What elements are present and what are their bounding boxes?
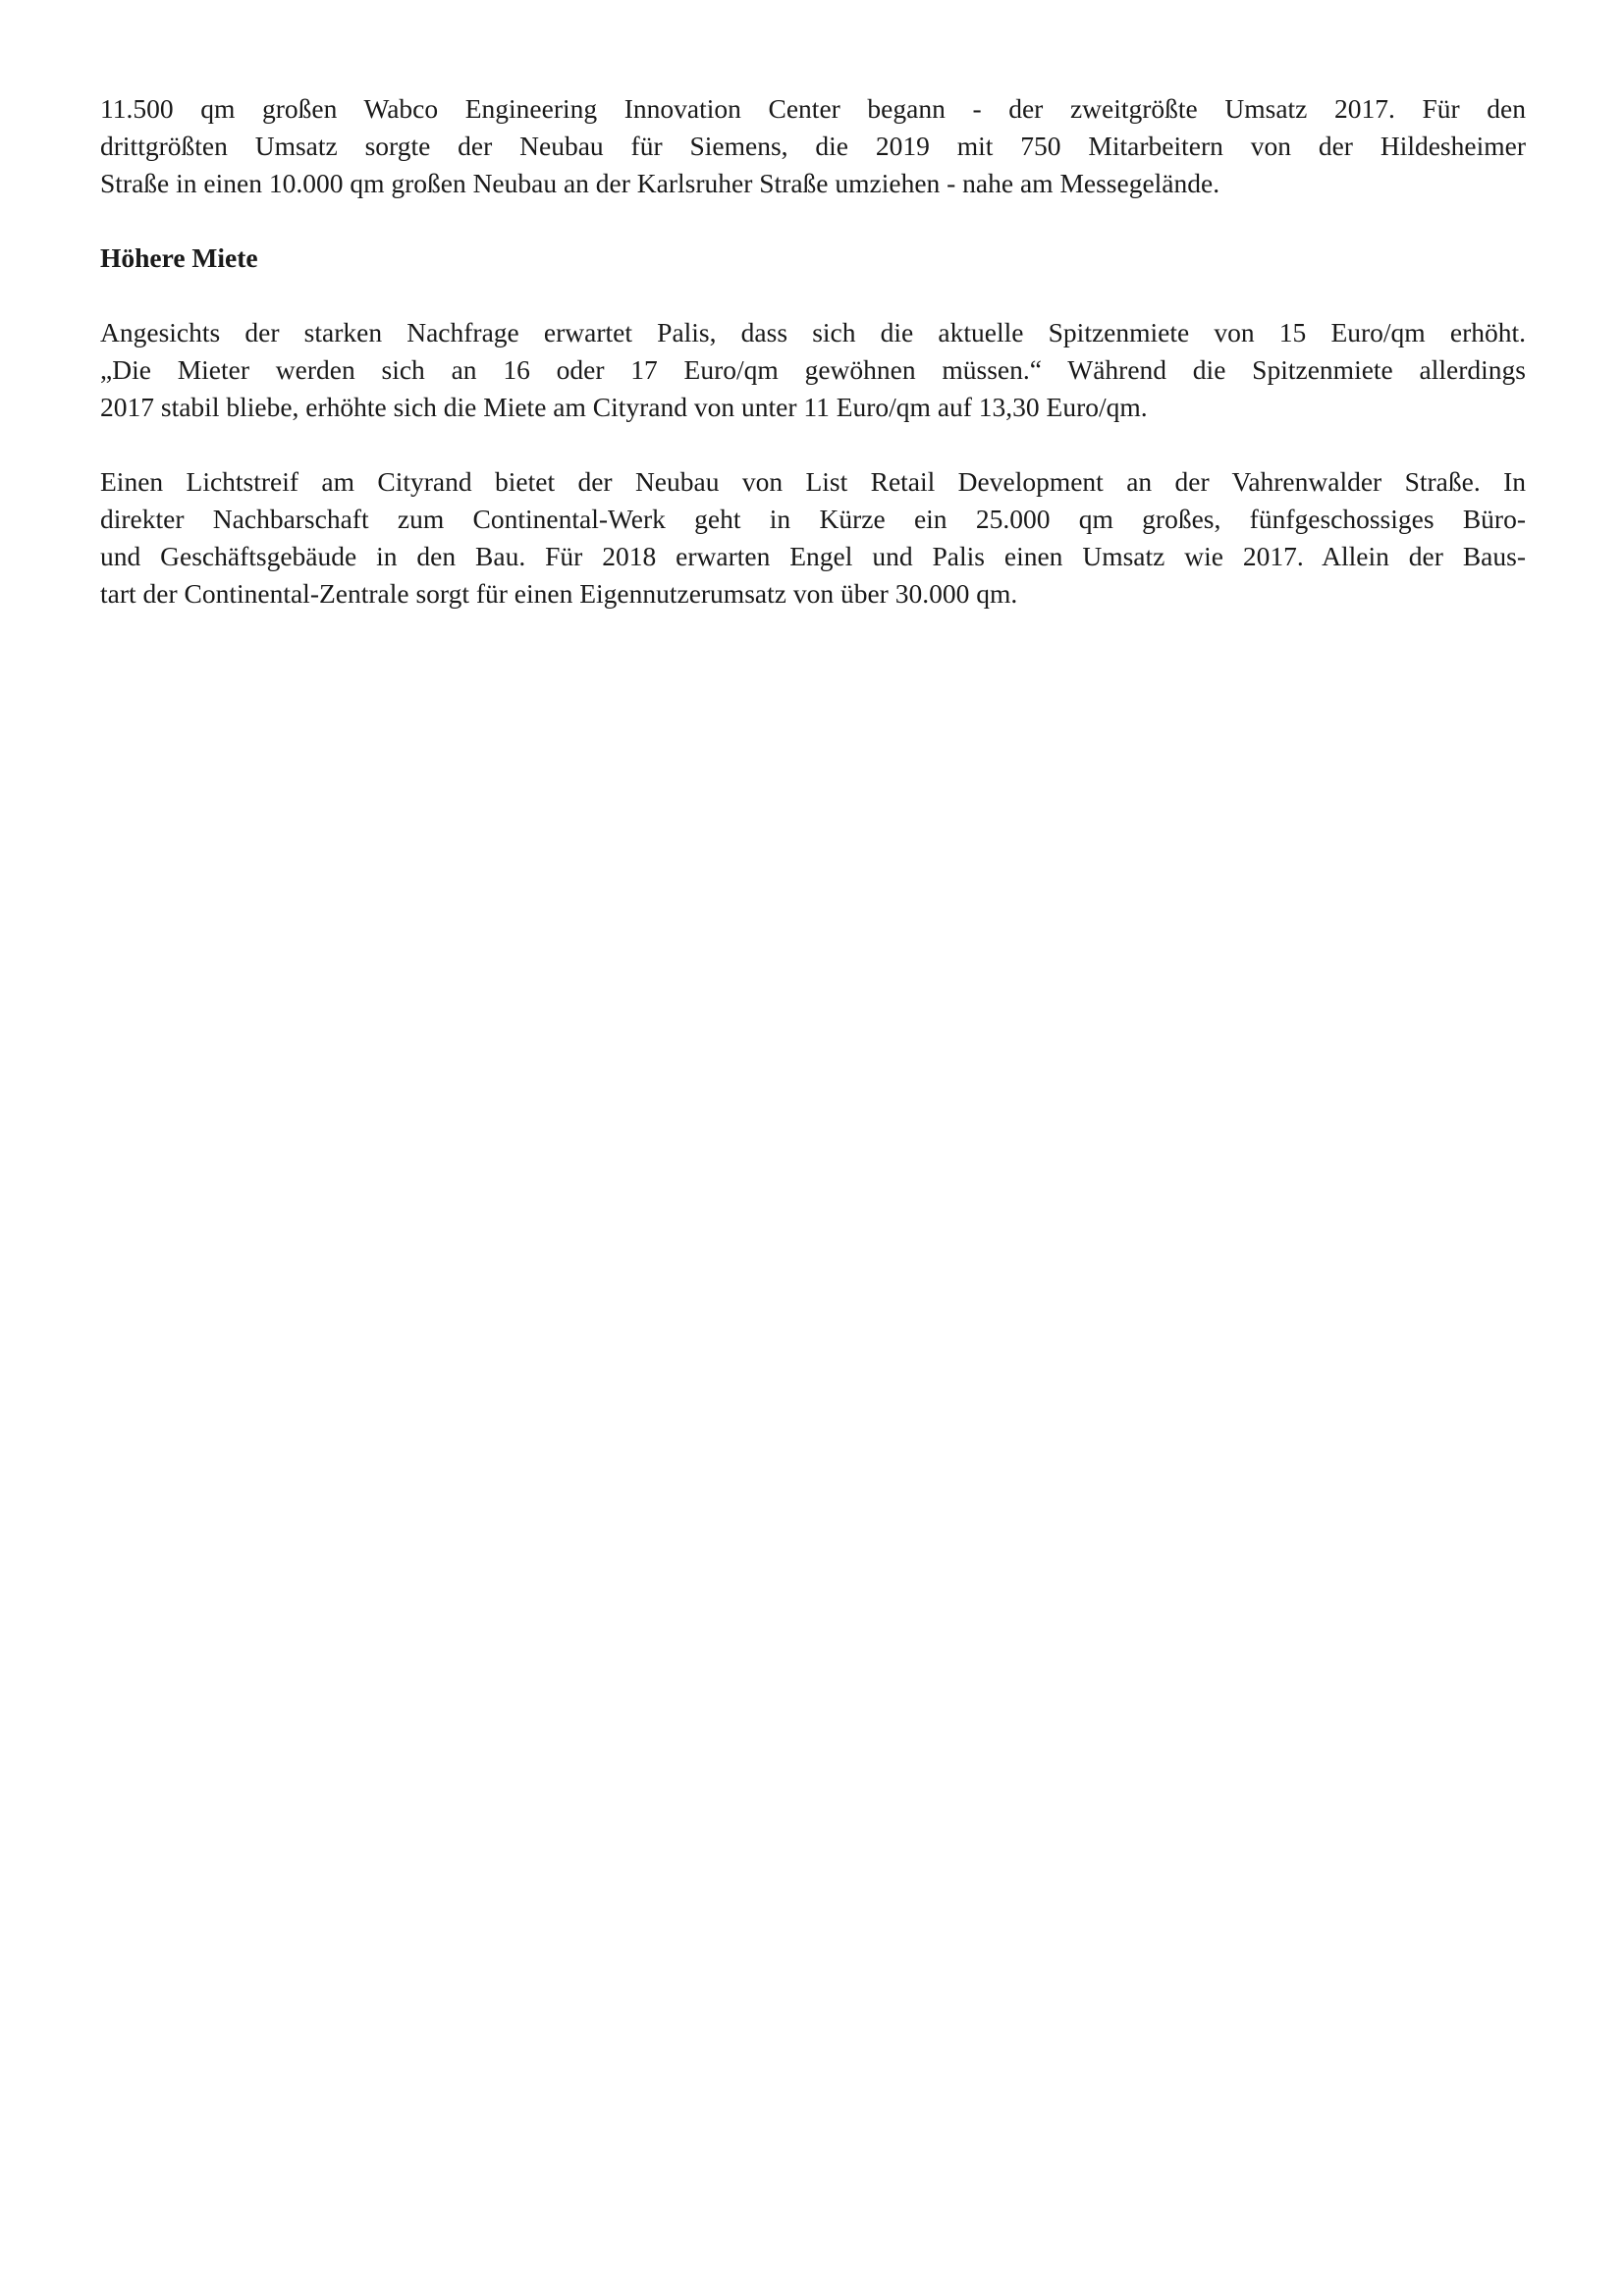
text-line: 2017 stabil bliebe, erhöhte sich die Miete am Cityrand von unter 11 Euro/qm auf 13,30 Euro/qm. (100, 392, 1148, 422)
text-line: 11.500 qm großen Wabco Engineering Innovation Center begann - der zweitgrößte Umsatz 2017. Für den (100, 93, 1526, 124)
text-line: drittgrößten Umsatz sorgte der Neubau für Siemens, die 2019 mit 750 Mitarbeitern von der Hildesheimer (100, 131, 1526, 161)
article-body (100, 90, 1526, 650)
text-line: tart der Continental-Zentrale sorgt für einen Eigennutzerumsatz von über 30.000 qm. (100, 578, 1018, 609)
text-line: Einen Lichtstreif am Cityrand bietet der Neubau von List Retail Development an der Vahrenwalder Straße. In (100, 466, 1526, 497)
text-line: Angesichts der starken Nachfrage erwartet Palis, dass sich die aktuelle Spitzenmiete von 15 Euro/qm erhöht. (100, 317, 1526, 347)
paragraph-umsatz (100, 90, 1526, 202)
text-line: und Geschäftsgebäude in den Bau. Für 2018 erwarten Engel und Palis einen Umsatz wie 2017. Allein der Baus- (100, 541, 1526, 571)
text-line: „Die Mieter werden sich an 16 oder 17 Euro/qm gewöhnen müssen.“ Während die Spitzenmiete allerdings (100, 354, 1526, 385)
paragraph-miete (100, 314, 1526, 426)
text-line: Straße in einen 10.000 qm großen Neubau an der Karlsruher Straße umziehen - nahe am Messegelände. (100, 168, 1220, 198)
text-line: direkter Nachbarschaft zum Continental-Werk geht in Kürze ein 25.000 qm großes, fünfgeschossiges Büro- (100, 504, 1526, 534)
paragraph-cityrand (100, 463, 1526, 613)
section-heading: Höhere Miete (100, 242, 258, 273)
